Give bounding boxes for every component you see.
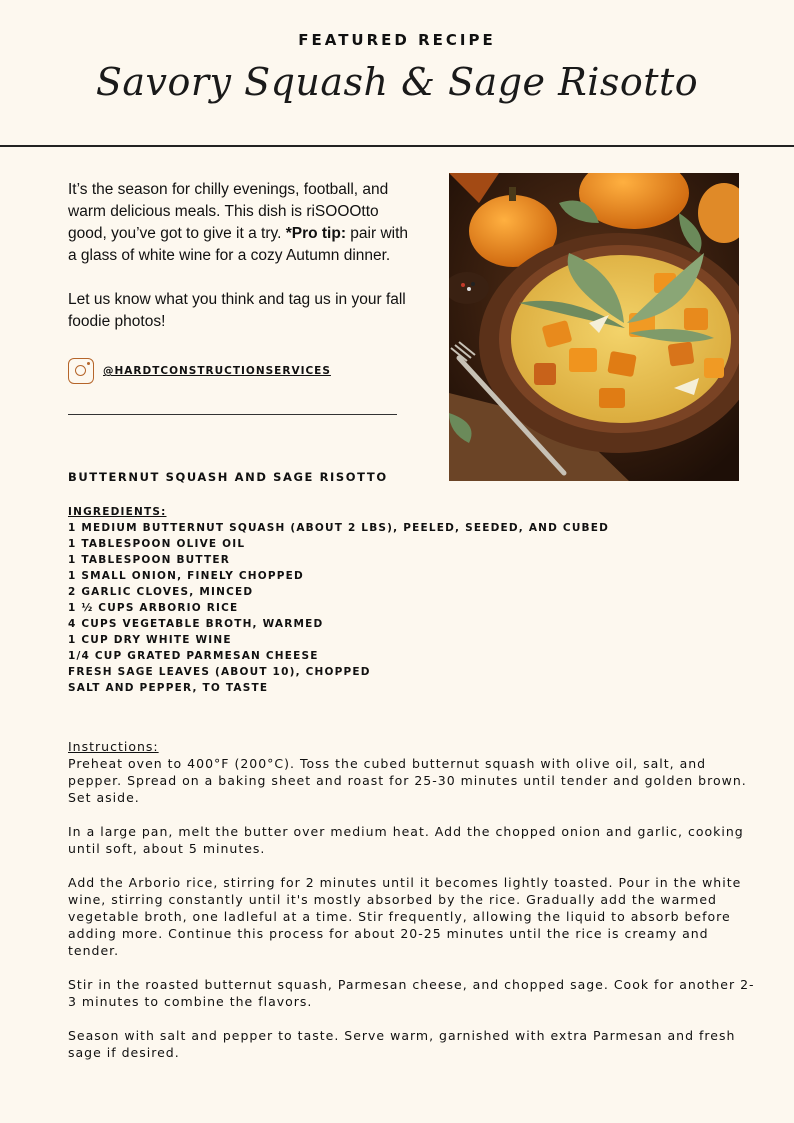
intro-paragraph-1: It’s the season for chilly evenings, football, and warm delicious meals. This dish is riSOOOtto good, you’ve got to give it a try. [68,181,389,242]
ingredient-item: 1 CUP DRY WHITE WINE [68,634,232,646]
instagram-icon [68,358,94,384]
pro-tip-label: *Pro tip: [285,225,346,242]
instagram-handle[interactable]: @HARDTCONSTRUCTIONSERVICES [103,365,331,377]
instruction-step: In a large pan, melt the butter over medium heat. Add the chopped onion and garlic, cooking until soft, about 5 minutes. [68,824,744,856]
intro-text [68,179,408,355]
intro-paragraph [68,179,408,267]
ingredient-item: 1/4 CUP GRATED PARMESAN CHEESE [68,650,319,662]
top-divider [0,145,794,147]
ingredients-heading: INGREDIENTS: [68,506,167,518]
ingredient-item: 1 SMALL ONION, FINELY CHOPPED [68,570,304,582]
social-link[interactable] [68,358,331,384]
intro-divider [68,414,397,415]
ingredient-item: FRESH SAGE LEAVES (ABOUT 10), CHOPPED [68,666,371,678]
instruction-step: Stir in the roasted butternut squash, Parmesan cheese, and chopped sage. Cook for another 2-3 minutes to combine the flavors. [68,977,755,1009]
ingredient-item: 1 TABLESPOON BUTTER [68,554,231,566]
instruction-step: Season with salt and pepper to taste. Serve warm, garnished with extra Parmesan and fresh sage if desired. [68,1028,736,1060]
ingredient-item: 1 MEDIUM BUTTERNUT SQUASH (ABOUT 2 LBS), PEELED, SEEDED, AND CUBED [68,522,610,534]
instruction-step: Preheat oven to 400°F (200°C). Toss the cubed butternut squash with olive oil, salt, and pepper. Spread on a baking sheet and roast for 25-30 minutes until tender and golden brown. Set aside. [68,756,747,805]
instructions-heading: Instructions: [68,739,159,754]
instruction-step: Add the Arborio rice, stirring for 2 minutes until it becomes lightly toasted. Pour in the white wine, stirring constantly until it's mostly absorbed by the rice. Gradually add the warmed vegetable broth, one ladleful at a time. Stir frequently, allowing the liquid to absorb before adding more. Continue this process for about 20-25 minutes until the rice is creamy and tender. [68,875,742,958]
ingredient-item: 1 ½ CUPS ARBORIO RICE [68,602,239,614]
risotto-photo [449,173,739,481]
instructions-section [68,738,758,1078]
pro-tip-text: pair with a glass of white wine for a cozy Autumn dinner. [68,225,409,264]
eyebrow-label: FEATURED RECIPE [298,31,496,49]
page-title: Savory Squash & Sage Risotto [95,60,699,104]
ingredient-item: 1 TABLESPOON OLIVE OIL [68,538,246,550]
intro-paragraph-2: Let us know what you think and tag us in your fall foodie photos! [68,291,406,330]
ingredient-item: 2 GARLIC CLOVES, MINCED [68,586,254,598]
ingredient-item: SALT AND PEPPER, TO TASTE [68,682,269,694]
ingredients-list [68,504,768,696]
recipe-title: BUTTERNUT SQUASH AND SAGE RISOTTO [68,470,388,484]
ingredient-item: 4 CUPS VEGETABLE BROTH, WARMED [68,618,324,630]
